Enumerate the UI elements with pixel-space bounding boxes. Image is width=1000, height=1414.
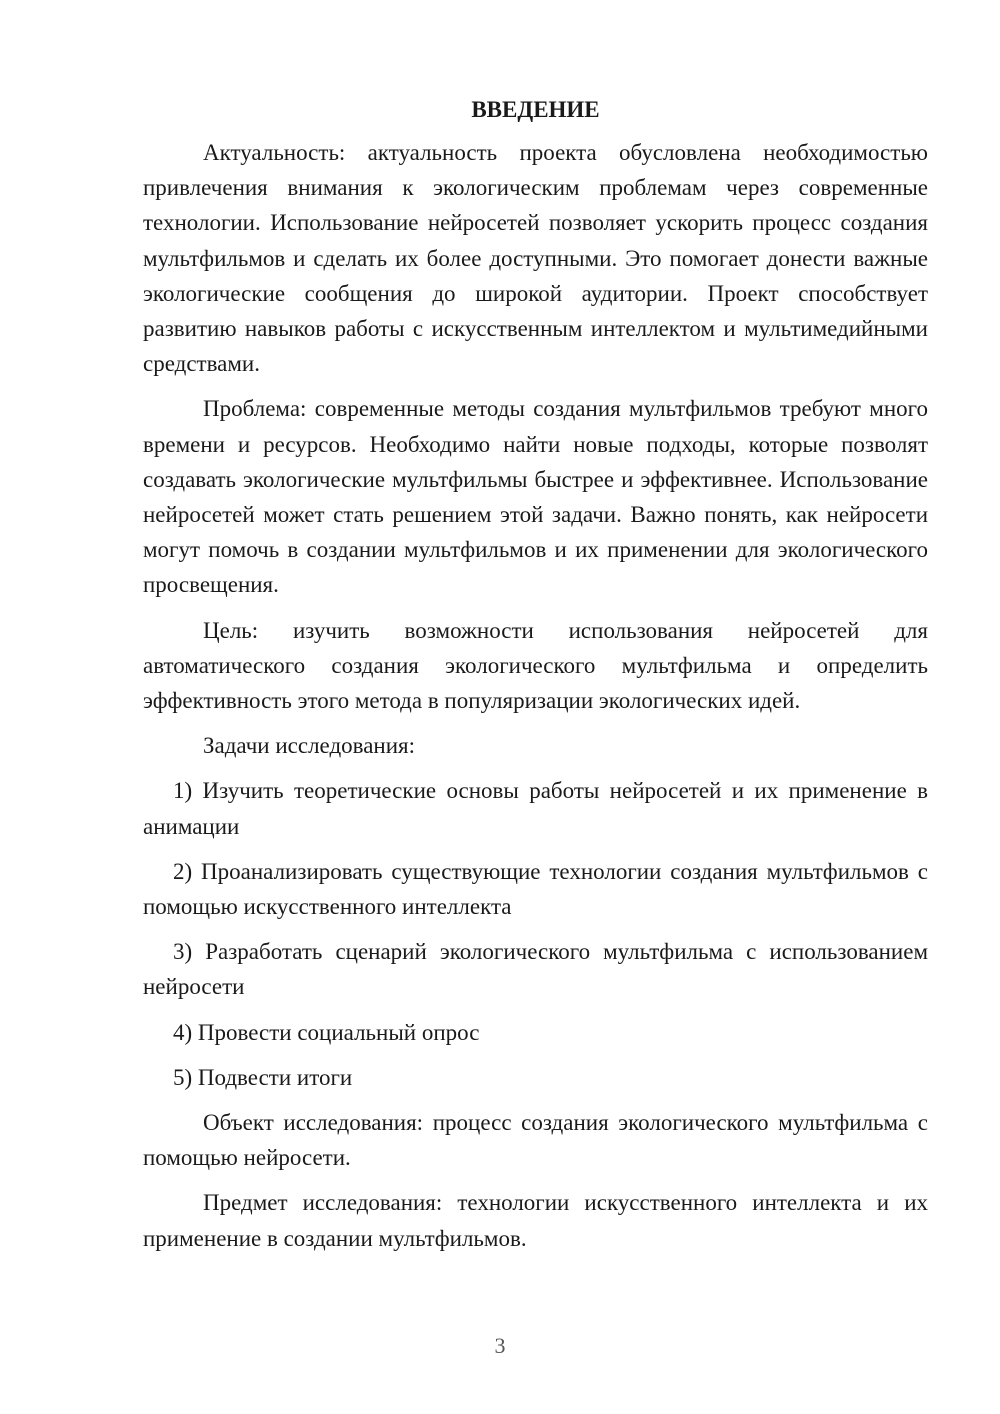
paragraph-subject: Предмет исследования: технологии искусственного интеллекта и их применение в создании мультфильмов. <box>143 1190 928 1251</box>
page-number: 3 <box>494 1333 506 1358</box>
tasks-heading: Задачи исследования: <box>203 733 416 759</box>
paragraph-relevance: Актуальность: актуальность проекта обусловлена необходимостью привлечения внимания к экологическим проблемам через современные технологии. Использование нейросетей позволяет ускорить процесс создания мультфильмов и сделать их более доступными. Это помогает донести важные экологические сообщения до широкой аудитории. Проект способствует развитию навыков работы с искусственным интеллектом и мультимедийными средствами. <box>143 140 928 377</box>
paragraph-goal: Цель: изучить возможности использования нейросетей для автоматического создания экологического мультфильма и определить эффективность этого метода в популяризации экологических идей. <box>143 617 928 714</box>
task-item-4: 4) Провести социальный опрос <box>173 1019 480 1045</box>
task-item-5: 5) Подвести итоги <box>173 1064 353 1090</box>
task-item-2: 2) Проанализировать существующие технологии создания мультфильмов с помощью искусственного интеллекта <box>143 858 928 920</box>
document-page <box>143 92 928 1266</box>
paragraph-problem: Проблема: современные методы создания мультфильмов требуют много времени и ресурсов. Необходимо найти новые подходы, которые позволят создавать экологические мультфильмы быстрее и эффективнее. Использование нейросетей может стать решением этой задачи. Важно понять, как нейросети могут помочь в создании мультфильмов и их применении для экологического просвещения. <box>143 396 928 598</box>
paragraph-object: Объект исследования: процесс создания экологического мультфильма с помощью нейросети. <box>143 1110 928 1171</box>
task-item-1: 1) Изучить теоретические основы работы нейросетей и их применение в анимации <box>143 778 928 839</box>
task-item-3: 3) Разработать сценарий экологического мультфильма с использованием нейросети <box>143 939 928 1000</box>
section-title: ВВЕДЕНИЕ <box>471 97 600 122</box>
